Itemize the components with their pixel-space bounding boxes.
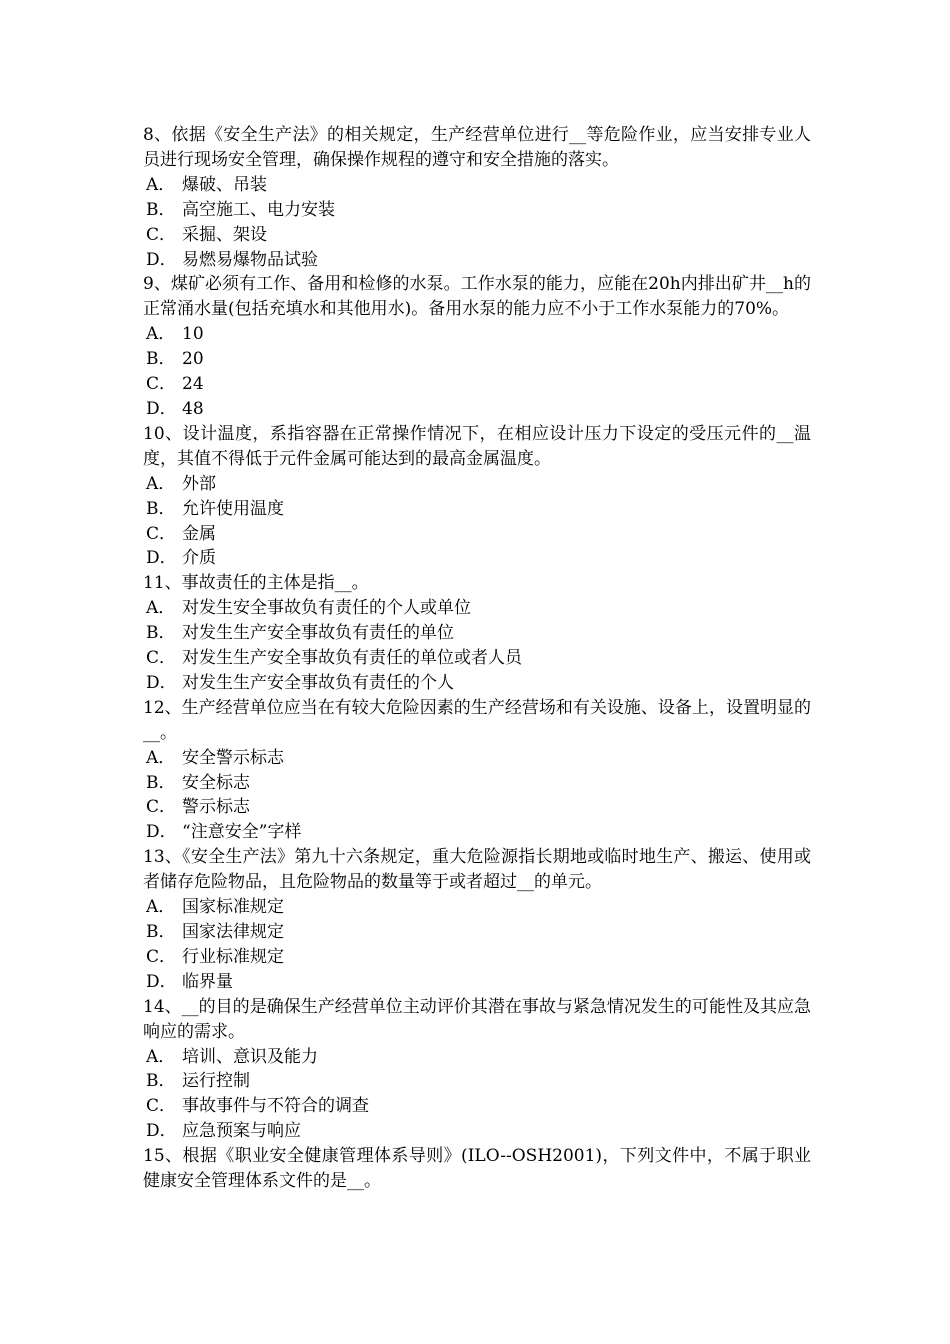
document-page [143,123,811,1194]
option-letter: B． [146,922,176,942]
option-text: 安全标志 [182,772,250,793]
option-letter: D． [146,398,177,419]
option-letter: B． [146,199,176,220]
option-a [143,746,811,771]
option-d [143,248,811,273]
option-letter: D． [146,822,177,843]
option-text: 警示标志 [182,797,250,818]
option-letter: A． [146,324,176,345]
option-b [143,198,811,223]
option-letter: A． [146,897,176,918]
question-stem: 14、__的目的是确保生产经营单位主动评价其潜在事故与紧急情况发生的可能性及其应急响应的需求。 [143,996,811,1042]
option-d [143,546,811,571]
option-d [143,1119,811,1144]
option-text: 介质 [182,548,216,569]
option-b [143,1069,811,1094]
option-b [143,920,811,945]
question-8 [143,123,811,272]
question-9 [143,272,811,421]
option-text: 易燃易爆物品试验 [182,249,318,270]
option-list [143,1045,811,1145]
option-letter: C． [146,797,177,818]
question-12 [143,696,811,845]
option-d [143,671,811,696]
option-list [143,746,811,846]
option-text: 爆破、吊装 [182,174,267,195]
option-list [143,472,811,572]
option-a [143,1045,811,1070]
option-letter: C． [146,946,177,967]
option-letter: C． [146,224,177,245]
option-letter: B． [146,1071,176,1092]
option-letter: A． [146,598,176,619]
option-d [143,970,811,995]
option-d [143,397,811,422]
option-text: 24 [182,374,204,395]
question-15 [143,1144,811,1194]
option-text: “注意安全”字样 [182,822,302,843]
question-stem: 8、依据《安全生产法》的相关规定，生产经营单位进行__等危险作业，应当安排专业人员进行现场安全管理，确保操作规程的遵守和安全措施的落实。 [143,125,811,170]
option-letter: C． [146,1096,177,1117]
option-text: 安全警示标志 [182,747,284,768]
option-text: 事故事件与不符合的调查 [182,1096,369,1117]
option-letter: C． [146,374,177,395]
question-14 [143,995,811,1144]
option-text: 20 [182,349,204,370]
option-list [143,596,811,696]
option-text: 允许使用温度 [182,498,284,519]
option-b [143,497,811,522]
option-letter: A． [146,1046,176,1067]
question-13 [143,845,811,994]
option-letter: C． [146,523,177,544]
option-a [143,472,811,497]
option-a [143,173,811,198]
option-text: 金属 [182,523,216,544]
option-c [143,1094,811,1119]
option-a [143,596,811,621]
option-text: 国家标准规定 [182,897,284,918]
option-letter: A． [146,174,176,195]
question-stem: 9、煤矿必须有工作、备用和检修的水泵。工作水泵的能力，应能在20h内排出矿井__h的正常涌水量(包括充填水和其他用水)。备用水泵的能力应不小于工作水泵能力的70%。 [143,274,811,320]
option-c [143,223,811,248]
option-c [143,372,811,397]
option-a [143,895,811,920]
option-text: 对发生生产安全事故负有责任的单位 [182,623,454,644]
option-d [143,820,811,845]
option-letter: D． [146,1121,177,1142]
option-text: 行业标准规定 [182,946,284,967]
option-letter: D． [146,249,177,270]
question-stem: 15、根据《职业安全健康管理体系导则》(ILO--OSH2001)，下列文件中，不属于职业健康安全管理体系文件的是__。 [143,1146,811,1192]
option-text: 对发生生产安全事故负有责任的单位或者人员 [182,648,522,669]
option-text: 培训、意识及能力 [182,1046,318,1067]
option-text: 对发生生产安全事故负有责任的个人 [182,672,454,693]
option-text: 应急预案与响应 [182,1121,301,1142]
option-b [143,621,811,646]
option-letter: A． [146,473,176,494]
question-stem: 10、设计温度，系指容器在正常操作情况下，在相应设计压力下设定的受压元件的__温度，其值不得低于元件金属可能达到的最高金属温度。 [143,423,811,469]
option-letter: A． [146,747,176,768]
option-letter: B． [146,498,176,519]
option-a [143,322,811,347]
option-letter: D． [146,672,177,693]
option-letter: D． [146,548,177,569]
option-letter: B． [146,623,176,644]
option-c [143,646,811,671]
option-c [143,795,811,820]
option-list [143,895,811,995]
question-11 [143,571,811,696]
option-c [143,522,811,547]
option-text: 采掘、架设 [182,224,267,245]
option-text: 外部 [182,473,216,494]
option-b [143,771,811,796]
option-text: 运行控制 [182,1071,250,1092]
option-text: 高空施工、电力安装 [182,199,335,220]
option-letter: B． [146,772,176,793]
option-list [143,173,811,273]
option-text: 对发生安全事故负有责任的个人或单位 [182,598,471,619]
option-text: 临界量 [182,971,233,992]
option-text: 10 [182,324,204,345]
option-c [143,945,811,970]
question-stem: 13、《安全生产法》第九十六条规定，重大危险源指长期地或临时地生产、搬运、使用或者储存危险物品，且危险物品的数量等于或者超过__的单元。 [143,847,811,893]
option-text: 国家法律规定 [182,922,284,942]
option-b [143,347,811,372]
question-10 [143,422,811,571]
option-text: 48 [182,398,204,419]
option-letter: B． [146,349,176,370]
option-letter: C． [146,648,177,669]
question-stem: 12、生产经营单位应当在有较大危险因素的生产经营场和有关设施、设备上，设置明显的__。 [143,697,811,743]
question-stem: 11、事故责任的主体是指__。 [143,573,369,594]
option-letter: D． [146,971,177,992]
option-list [143,322,811,422]
